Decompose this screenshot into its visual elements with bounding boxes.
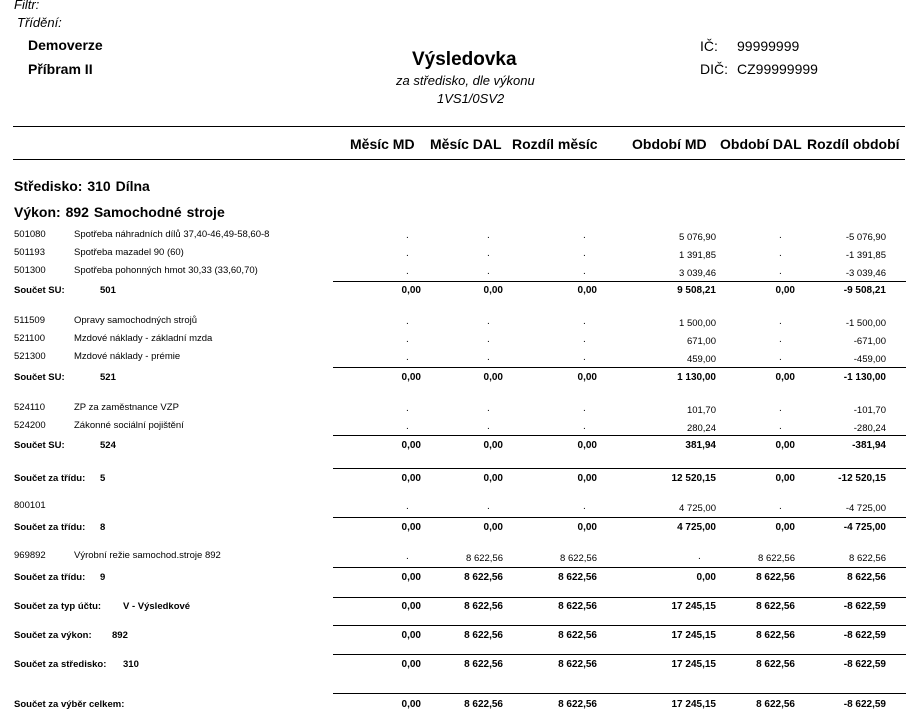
- sum-label: Součet za výběr celkem:: [14, 699, 125, 710]
- account-name: Spotřeba náhradních dílů 37,40-46,49-58,60-8: [74, 229, 270, 240]
- amount-omd: 459,00: [686, 354, 716, 365]
- sum-rob: -12 520,15: [838, 473, 886, 484]
- account-number: 501300: [14, 265, 46, 276]
- amount-omd: 5 076,90: [679, 232, 716, 243]
- sum-label: Součet za výkon:: [14, 630, 92, 641]
- sum-label: Součet za středisko:: [14, 659, 107, 670]
- account-number: 511509: [14, 315, 45, 326]
- sum-odal: 8 622,56: [756, 630, 795, 641]
- company-name: Demoverze: [28, 37, 103, 53]
- sum-rule: [333, 567, 906, 568]
- sum-rule: [333, 435, 906, 436]
- sum-rmes: 8 622,56: [558, 601, 597, 612]
- report-title: Výsledovka: [412, 49, 517, 70]
- amount-rob: -1 391,85: [845, 250, 886, 261]
- sum-mmd: 0,00: [401, 285, 421, 296]
- empty-dot: .: [406, 551, 409, 562]
- sum-mmd: 0,00: [401, 473, 421, 484]
- empty-dot: .: [487, 501, 490, 512]
- amount-rob: -5 076,90: [845, 232, 886, 243]
- empty-dot: .: [779, 316, 782, 327]
- sum-code: 524: [100, 440, 116, 451]
- amount-omd: 280,24: [686, 423, 716, 434]
- account-number: 800101: [14, 500, 46, 511]
- sum-rob: 8 622,56: [847, 572, 886, 583]
- empty-dot: .: [406, 352, 409, 363]
- sum-code: 501: [100, 285, 116, 296]
- sum-rob: -1 130,00: [843, 372, 886, 383]
- sum-odal: 0,00: [775, 372, 795, 383]
- ic-label: IČ:: [700, 38, 718, 54]
- sum-odal: 0,00: [775, 522, 795, 533]
- amount-omd: 671,00: [686, 336, 716, 347]
- account-name: Výrobní režie samochod.stroje 892: [74, 550, 221, 561]
- sum-rob: -4 725,00: [843, 522, 886, 533]
- sum-omd: 9 508,21: [677, 285, 716, 296]
- sum-rmes: 8 622,56: [558, 659, 597, 670]
- sum-mdal: 0,00: [483, 440, 503, 451]
- vykon-heading: Výkon: 892 Samochodné stroje: [14, 204, 225, 220]
- sum-code: V - Výsledkové: [123, 601, 191, 612]
- col-obdobi-dal: Období DAL: [720, 136, 802, 152]
- sum-omd: 0,00: [696, 572, 716, 583]
- account-number: 521100: [14, 333, 45, 344]
- sum-mdal: 0,00: [483, 522, 503, 533]
- sum-rule: [333, 517, 906, 518]
- account-name: Spotřeba pohonných hmot 30,33 (33,60,70): [74, 265, 258, 276]
- sum-rmes: 0,00: [577, 285, 597, 296]
- empty-dot: .: [779, 501, 782, 512]
- sum-mmd: 0,00: [401, 601, 421, 612]
- dic-label: DIČ:: [700, 61, 728, 77]
- col-rozdil-mesic: Rozdíl měsíc: [512, 136, 598, 152]
- sum-rmes: 8 622,56: [558, 699, 597, 710]
- amount-omd: 4 725,00: [679, 503, 716, 514]
- col-mesic-md: Měsíc MD: [350, 136, 415, 152]
- sum-rob: -8 622,59: [843, 630, 886, 641]
- report-code: 1VS1/0SV2: [437, 91, 505, 106]
- sum-omd: 1 130,00: [677, 372, 716, 383]
- empty-dot: .: [487, 352, 490, 363]
- sum-label: Součet SU:: [14, 372, 65, 383]
- sum-code: 5: [100, 473, 106, 484]
- empty-dot: .: [779, 248, 782, 259]
- empty-dot: .: [406, 248, 409, 259]
- sum-odal: 8 622,56: [756, 601, 795, 612]
- sum-rmes: 0,00: [577, 522, 597, 533]
- empty-dot: .: [583, 352, 586, 363]
- sum-rob: -8 622,59: [843, 659, 886, 670]
- sum-mdal: 0,00: [483, 473, 503, 484]
- sum-label: Součet za třídu:: [14, 473, 86, 484]
- amount-rob: 8 622,56: [849, 553, 886, 564]
- amount-rob: -3 039,46: [845, 268, 886, 279]
- account-number: 521300: [14, 351, 46, 362]
- sum-rmes: 0,00: [577, 440, 597, 451]
- empty-dot: .: [487, 334, 490, 345]
- sum-mdal: 0,00: [483, 285, 503, 296]
- empty-dot: .: [698, 551, 701, 562]
- amount-omd: 3 039,46: [679, 268, 716, 279]
- empty-dot: .: [487, 248, 490, 259]
- empty-dot: .: [487, 266, 490, 277]
- sum-mmd: 0,00: [401, 372, 421, 383]
- account-name: Mzdové náklady - základní mzda: [74, 333, 213, 344]
- sum-mdal: 0,00: [483, 372, 503, 383]
- sum-rule: [333, 597, 906, 598]
- sum-omd: 17 245,15: [671, 659, 716, 670]
- stredisko-heading: Středisko: 310 Dílna: [14, 178, 150, 194]
- empty-dot: .: [583, 248, 586, 259]
- empty-dot: .: [779, 352, 782, 363]
- empty-dot: .: [583, 316, 586, 327]
- sum-odal: 8 622,56: [756, 572, 795, 583]
- empty-dot: .: [406, 421, 409, 432]
- empty-dot: .: [487, 403, 490, 414]
- sum-odal: 0,00: [775, 440, 795, 451]
- sum-label: Součet za třídu:: [14, 572, 86, 583]
- empty-dot: .: [583, 501, 586, 512]
- sum-label: Součet SU:: [14, 440, 65, 451]
- empty-dot: .: [406, 316, 409, 327]
- amount-rob: -280,24: [853, 423, 886, 434]
- empty-dot: .: [487, 421, 490, 432]
- col-obdobi-md: Období MD: [632, 136, 707, 152]
- sum-rule: [333, 693, 906, 694]
- sum-omd: 4 725,00: [677, 522, 716, 533]
- empty-dot: .: [583, 266, 586, 277]
- sum-mdal: 8 622,56: [464, 699, 503, 710]
- empty-dot: .: [583, 334, 586, 345]
- empty-dot: .: [583, 230, 586, 241]
- sort-label: Třídění:: [17, 15, 62, 30]
- sum-code: 310: [123, 659, 139, 670]
- empty-dot: .: [487, 230, 490, 241]
- empty-dot: .: [779, 230, 782, 241]
- sum-omd: 17 245,15: [671, 601, 716, 612]
- empty-dot: .: [406, 501, 409, 512]
- filter-label: Filtr:: [14, 0, 40, 12]
- sum-odal: 0,00: [775, 285, 795, 296]
- amount-rob: -671,00: [853, 336, 886, 347]
- sum-odal: 0,00: [775, 473, 795, 484]
- sum-rule: [333, 468, 906, 469]
- amount-omd: 101,70: [686, 405, 716, 416]
- company-city: Příbram II: [28, 61, 93, 77]
- sum-mdal: 8 622,56: [464, 630, 503, 641]
- sum-mmd: 0,00: [401, 572, 421, 583]
- empty-dot: .: [779, 266, 782, 277]
- amount-omd: 1 500,00: [679, 318, 716, 329]
- empty-dot: .: [406, 266, 409, 277]
- sum-code: 892: [112, 630, 128, 641]
- sum-rob: -9 508,21: [843, 285, 886, 296]
- account-number: 501080: [14, 229, 46, 240]
- account-name: Zákonné sociální pojištění: [74, 420, 184, 431]
- col-rozdil-obdobi: Rozdíl období: [807, 136, 900, 152]
- account-name: Opravy samochodných strojů: [74, 315, 198, 326]
- account-number: 524200: [14, 420, 46, 431]
- sum-label: Součet SU:: [14, 285, 65, 296]
- header-rule-bottom: [13, 159, 905, 160]
- sum-omd: 12 520,15: [671, 473, 716, 484]
- sum-rmes: 0,00: [577, 473, 597, 484]
- empty-dot: .: [406, 230, 409, 241]
- sum-odal: 8 622,56: [756, 699, 795, 710]
- sum-rob: -381,94: [852, 440, 886, 451]
- account-number: 969892: [14, 550, 46, 561]
- sum-mmd: 0,00: [401, 522, 421, 533]
- sum-omd: 17 245,15: [671, 630, 716, 641]
- amount-rob: -101,70: [853, 405, 886, 416]
- sum-mdal: 8 622,56: [464, 601, 503, 612]
- sum-rule: [333, 367, 906, 368]
- ic-value: 99999999: [737, 38, 800, 54]
- sum-rule: [333, 654, 906, 655]
- empty-dot: .: [583, 403, 586, 414]
- sum-code: 521: [100, 372, 116, 383]
- sum-code: 8: [100, 522, 106, 533]
- sum-mmd: 0,00: [401, 659, 421, 670]
- empty-dot: .: [779, 403, 782, 414]
- amount-mdal: 8 622,56: [466, 553, 503, 564]
- dic-value: CZ99999999: [737, 61, 818, 77]
- amount-rob: -1 500,00: [845, 318, 886, 329]
- sum-rule: [333, 625, 906, 626]
- sum-rmes: 8 622,56: [558, 572, 597, 583]
- sum-mmd: 0,00: [401, 440, 421, 451]
- account-number: 501193: [14, 247, 45, 258]
- report-subtitle: za středisko, dle výkonu: [396, 73, 535, 88]
- sum-label: Součet za třídu:: [14, 522, 86, 533]
- sum-rob: -8 622,59: [843, 699, 886, 710]
- empty-dot: .: [583, 421, 586, 432]
- sum-odal: 8 622,56: [756, 659, 795, 670]
- empty-dot: .: [779, 421, 782, 432]
- sum-mmd: 0,00: [401, 699, 421, 710]
- sum-omd: 17 245,15: [671, 699, 716, 710]
- amount-rmes: 8 622,56: [560, 553, 597, 564]
- sum-omd: 381,94: [685, 440, 716, 451]
- empty-dot: .: [779, 334, 782, 345]
- account-name: Mzdové náklady - prémie: [74, 351, 181, 362]
- sum-mdal: 8 622,56: [464, 572, 503, 583]
- sum-rule: [333, 281, 906, 282]
- empty-dot: .: [406, 334, 409, 345]
- amount-omd: 1 391,85: [679, 250, 716, 261]
- empty-dot: .: [487, 316, 490, 327]
- amount-odal: 8 622,56: [758, 553, 795, 564]
- account-name: ZP za zaměstnance VZP: [74, 402, 179, 413]
- sum-code: 9: [100, 572, 106, 583]
- account-name: Spotřeba mazadel 90 (60): [74, 247, 184, 258]
- sum-rob: -8 622,59: [843, 601, 886, 612]
- col-mesic-dal: Měsíc DAL: [430, 136, 502, 152]
- sum-mmd: 0,00: [401, 630, 421, 641]
- empty-dot: .: [406, 403, 409, 414]
- sum-label: Součet za typ účtu:: [14, 601, 102, 612]
- amount-rob: -459,00: [853, 354, 886, 365]
- sum-rmes: 8 622,56: [558, 630, 597, 641]
- header-rule-top: [13, 126, 905, 127]
- sum-rmes: 0,00: [577, 372, 597, 383]
- amount-rob: -4 725,00: [845, 503, 886, 514]
- sum-mdal: 8 622,56: [464, 659, 503, 670]
- account-number: 524110: [14, 402, 45, 413]
